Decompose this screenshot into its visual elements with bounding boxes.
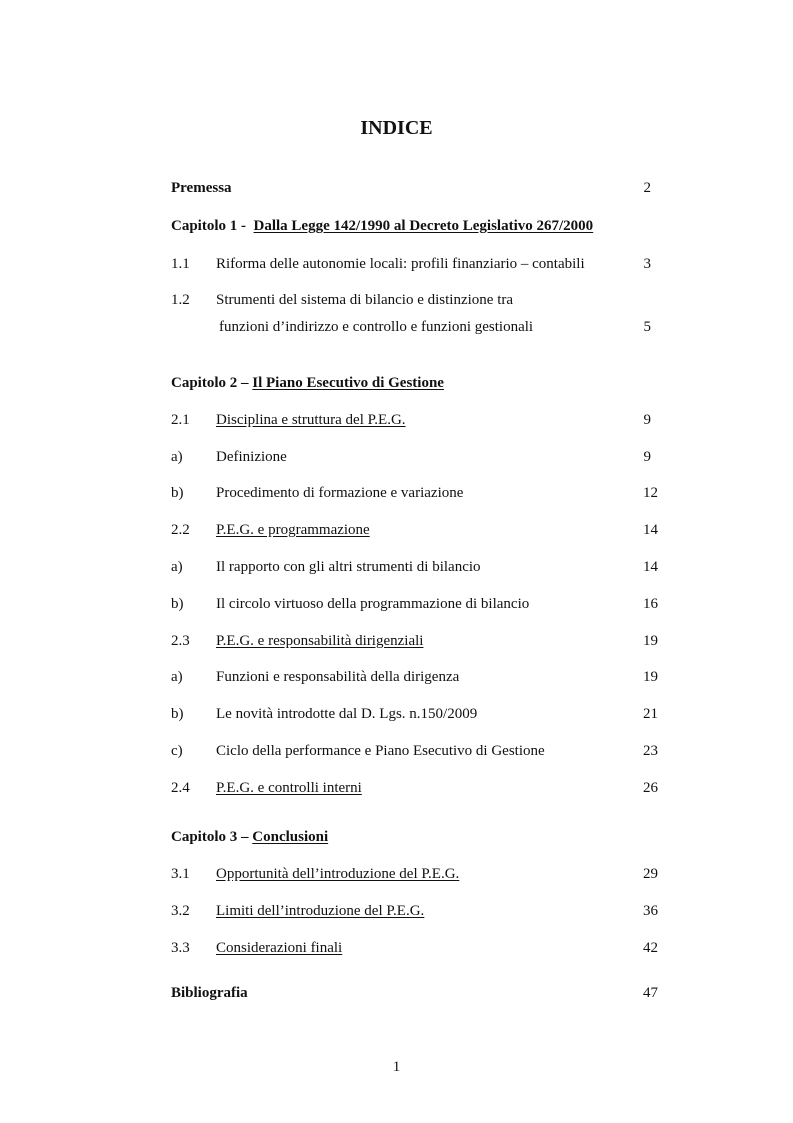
toc-2-1a-page: 9 bbox=[643, 449, 651, 465]
toc-chapter-1 bbox=[171, 217, 593, 235]
toc-2-3c-text: Ciclo della performance e Piano Esecutivo di Gestione bbox=[216, 743, 545, 759]
page-number: 1 bbox=[392, 1059, 401, 1075]
toc-2-1a-text: Definizione bbox=[216, 449, 287, 465]
toc-3-3-text: Considerazioni finali bbox=[216, 940, 343, 956]
toc-1-2-number: 1.2 bbox=[171, 292, 190, 308]
toc-2-1-page: 9 bbox=[643, 412, 651, 428]
toc-2-1-number: 2.1 bbox=[171, 412, 190, 428]
chapter-1-title: Dalla Legge 142/1990 al Decreto Legislativo 267/2000 bbox=[253, 218, 594, 234]
toc-1-1-text: Riforma delle autonomie locali: profili finanziario – contabili bbox=[216, 256, 585, 272]
toc-3-3-number: 3.3 bbox=[171, 940, 190, 956]
toc-3-1-number: 3.1 bbox=[171, 866, 190, 882]
toc-1-2-text-line1: Strumenti del sistema di bilancio e distinzione tra bbox=[216, 292, 514, 308]
toc-2-2a-text: Il rapporto con gli altri strumenti di bilancio bbox=[216, 559, 481, 575]
chapter-3-prefix: Capitolo 3 – bbox=[171, 829, 249, 845]
toc-3-1-page: 29 bbox=[643, 866, 658, 882]
toc-3-2-text: Limiti dell’introduzione del P.E.G. bbox=[216, 903, 425, 919]
toc-2-1a-number: a) bbox=[171, 449, 183, 465]
toc-1-2-page: 5 bbox=[643, 319, 651, 335]
toc-2-3b-number: b) bbox=[171, 706, 184, 722]
toc-2-1b-number: b) bbox=[171, 485, 184, 501]
toc-2-4-text: P.E.G. e controlli interni bbox=[216, 780, 362, 796]
toc-2-2a-number: a) bbox=[171, 559, 183, 575]
toc-2-2-number: 2.2 bbox=[171, 522, 190, 538]
chapter-2-prefix: Capitolo 2 – bbox=[171, 375, 249, 391]
toc-2-2b-number: b) bbox=[171, 596, 184, 612]
toc-bibliografia-page: 47 bbox=[643, 985, 658, 1001]
toc-2-2b-text: Il circolo virtuoso della programmazione di bilancio bbox=[216, 596, 530, 612]
chapter-2-title: Il Piano Esecutivo di Gestione bbox=[252, 375, 444, 391]
toc-1-1-number: 1.1 bbox=[171, 256, 190, 272]
toc-1-1-page: 3 bbox=[643, 256, 651, 272]
toc-1-2-text-line2: funzioni d’indirizzo e controllo e funzioni gestionali bbox=[219, 319, 534, 335]
toc-3-2-number: 3.2 bbox=[171, 903, 190, 919]
toc-2-1b-page: 12 bbox=[643, 485, 658, 501]
toc-bibliografia-label: Bibliografia bbox=[171, 985, 248, 1001]
toc-2-3b-text: Le novità introdotte dal D. Lgs. n.150/2009 bbox=[216, 706, 478, 722]
toc-3-1-text: Opportunità dell’introduzione del P.E.G. bbox=[216, 866, 460, 882]
toc-2-2b-page: 16 bbox=[643, 596, 658, 612]
toc-2-2-page: 14 bbox=[643, 522, 658, 538]
chapter-3-title: Conclusioni bbox=[252, 829, 329, 845]
toc-2-3-text: P.E.G. e responsabilità dirigenziali bbox=[216, 633, 424, 649]
toc-2-4-number: 2.4 bbox=[171, 780, 190, 796]
toc-2-4-page: 26 bbox=[643, 780, 658, 796]
toc-3-2-page: 36 bbox=[643, 903, 658, 919]
toc-2-3-number: 2.3 bbox=[171, 633, 190, 649]
toc-3-3-page: 42 bbox=[643, 940, 658, 956]
toc-2-3a-number: a) bbox=[171, 669, 183, 685]
chapter-1-prefix: Capitolo 1 - bbox=[171, 218, 246, 234]
toc-chapter-3 bbox=[171, 828, 328, 846]
toc-2-2a-page: 14 bbox=[643, 559, 658, 575]
toc-2-3-page: 19 bbox=[643, 633, 658, 649]
toc-2-3a-text: Funzioni e responsabilità della dirigenza bbox=[216, 669, 460, 685]
toc-2-3b-page: 21 bbox=[643, 706, 658, 722]
toc-2-3c-number: c) bbox=[171, 743, 183, 759]
page-title: INDICE bbox=[360, 117, 433, 139]
toc-2-3a-page: 19 bbox=[643, 669, 658, 685]
toc-2-3c-page: 23 bbox=[643, 743, 658, 759]
toc-premessa-page: 2 bbox=[643, 180, 651, 196]
toc-chapter-2 bbox=[171, 374, 444, 392]
toc-2-1b-text: Procedimento di formazione e variazione bbox=[216, 485, 464, 501]
toc-premessa-label: Premessa bbox=[171, 180, 232, 196]
toc-2-1-text: Disciplina e struttura del P.E.G. bbox=[216, 412, 406, 428]
toc-2-2-text: P.E.G. e programmazione bbox=[216, 522, 370, 538]
